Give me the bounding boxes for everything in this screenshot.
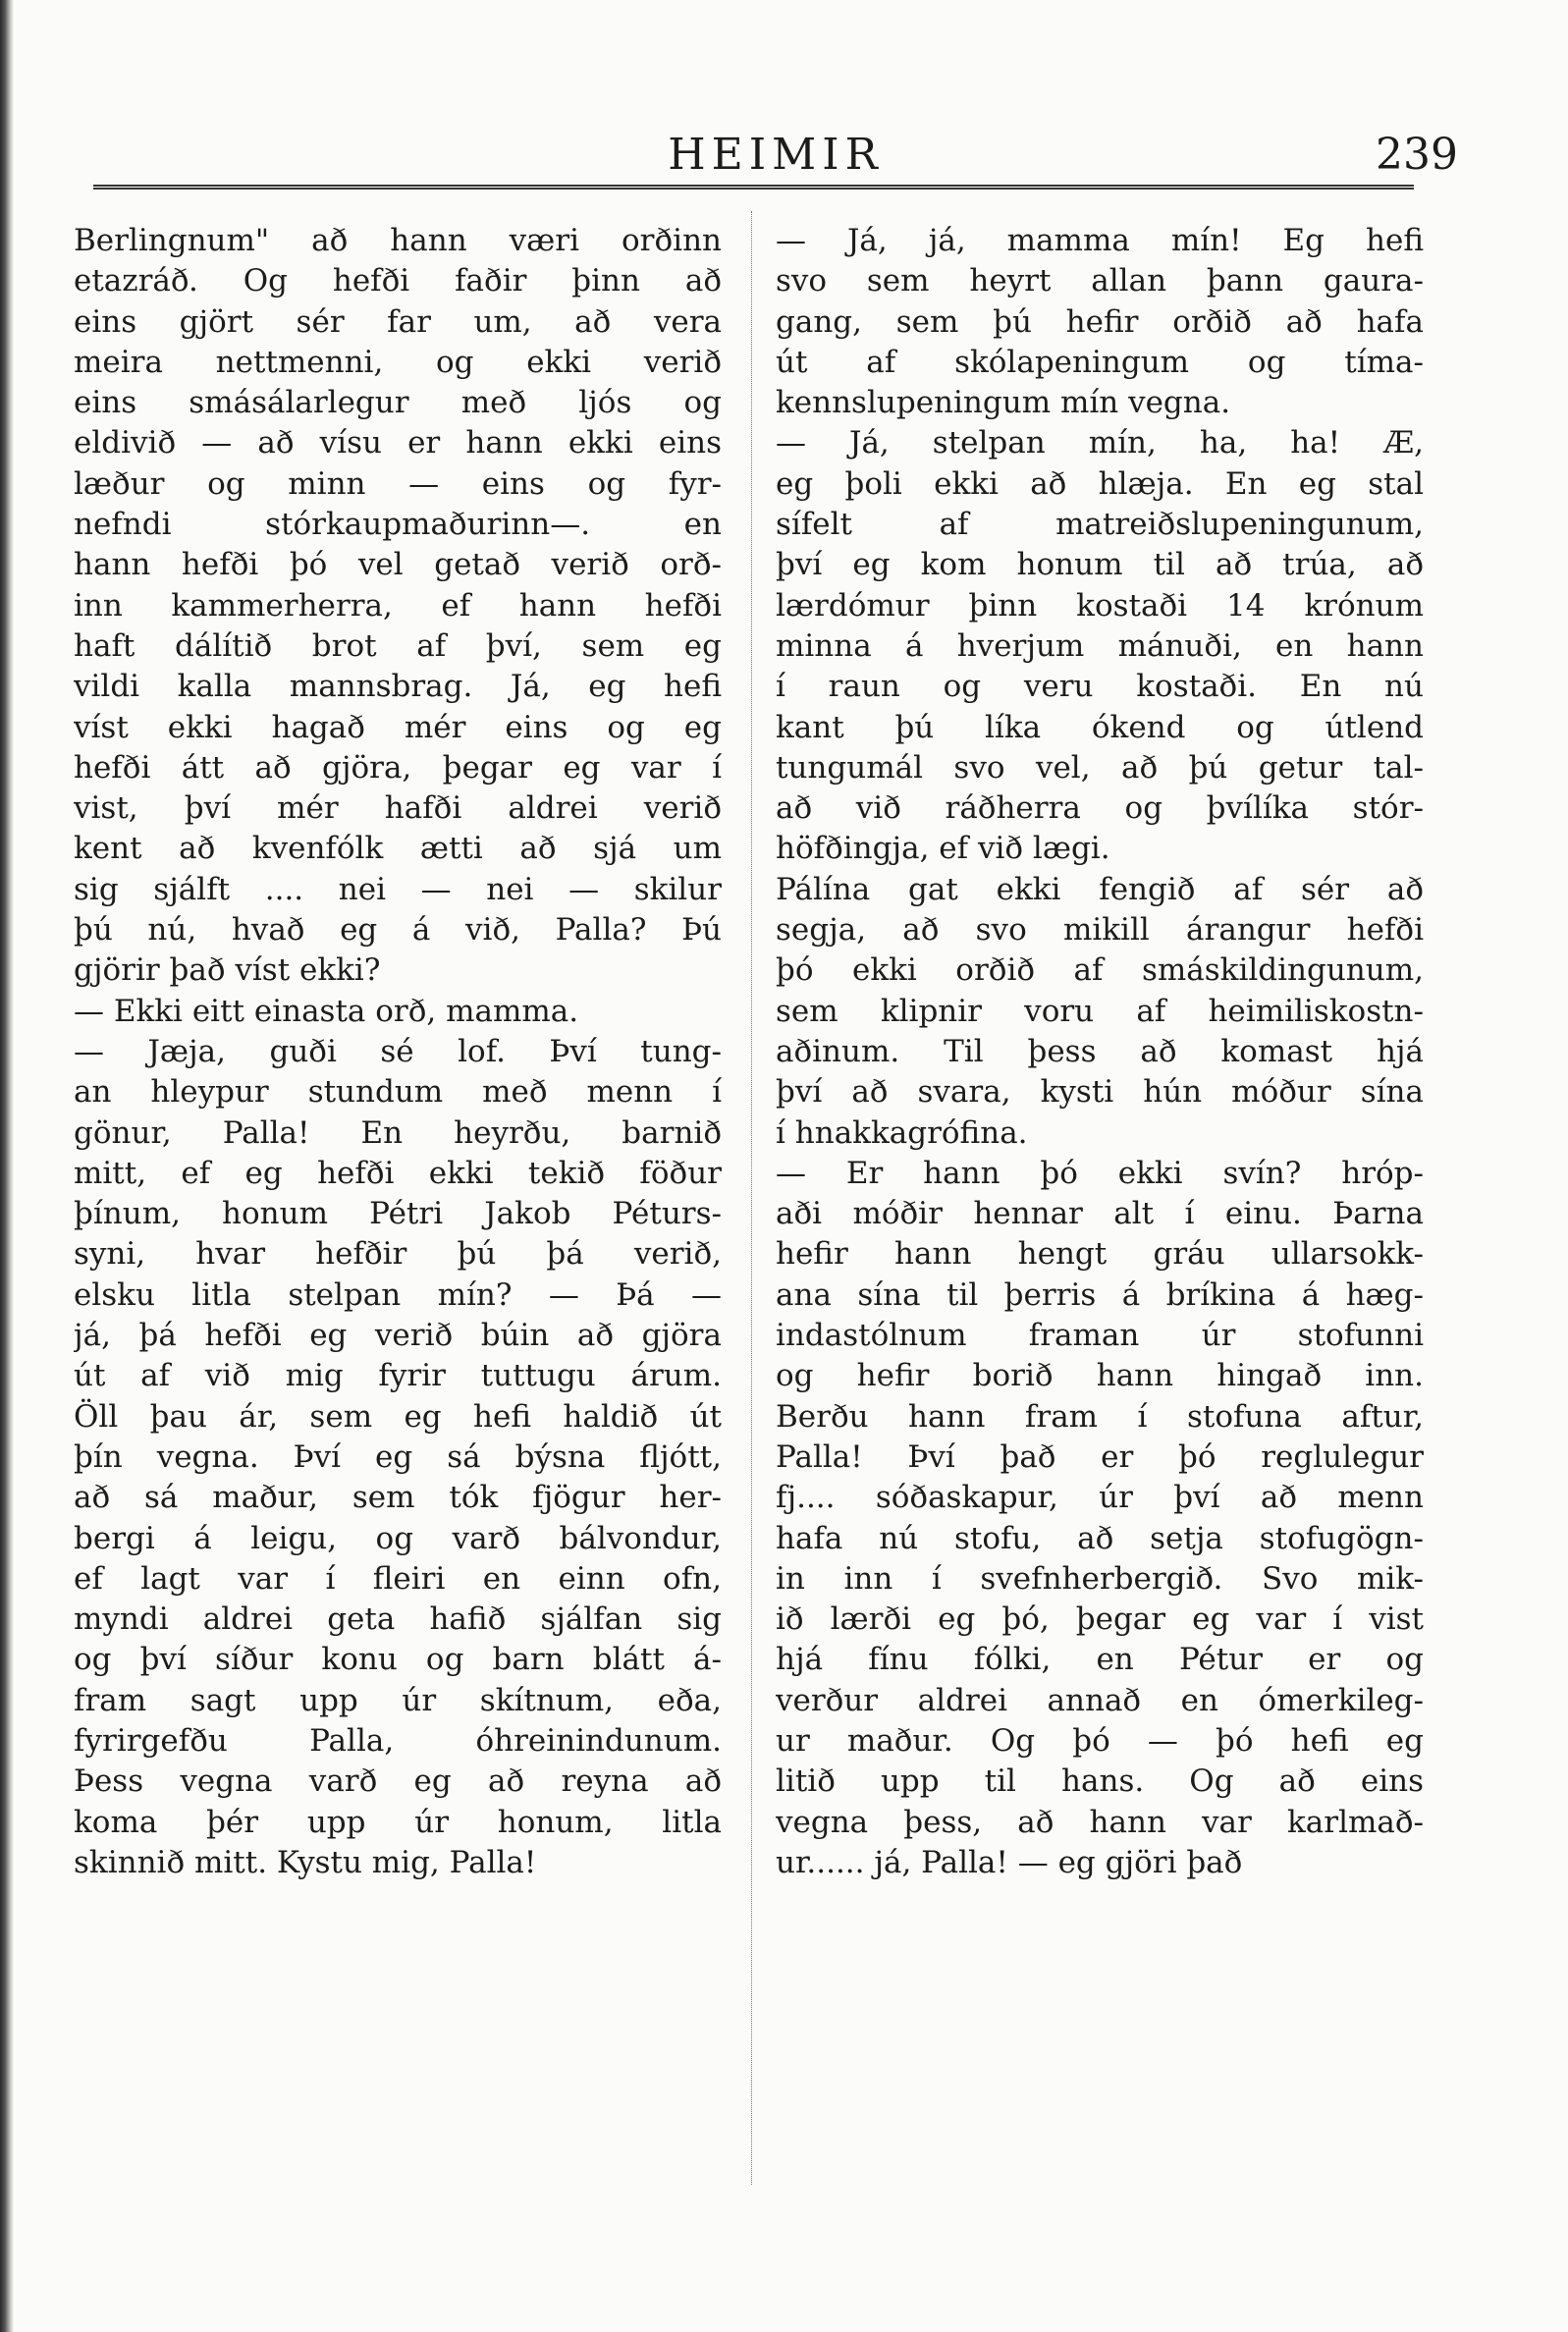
text-line: eldivið — að vísu er hann ekki eins <box>74 425 722 461</box>
text-line: fram sagt upp úr skítnum, eða, <box>74 1682 722 1718</box>
text-line: meira nettmenni, og ekki verið <box>74 344 722 380</box>
text-line: hafa nú stofu, að setja stofugögn- <box>776 1520 1424 1556</box>
text-line: aði móðir hennar alt í einu. Þarna <box>776 1196 1424 1232</box>
text-line: því að svara, kysti hún móður sína <box>776 1074 1424 1111</box>
text-line: ið lærði eg þó, þegar eg var í vist <box>776 1601 1424 1638</box>
text-line: ana sína til þerris á bríkina á hæg- <box>776 1276 1424 1313</box>
text-line: fj.... sóðaskapur, úr því að menn <box>776 1480 1424 1516</box>
text-line: koma þér upp úr honum, litla <box>74 1804 722 1840</box>
text-line: etazráð. Og hefði faðir þinn að <box>74 263 722 299</box>
text-line: an hleypur stundum með menn í <box>74 1074 722 1111</box>
text-line: indastólnum framan úr stofunni <box>776 1318 1424 1354</box>
text-line: segja, að svo mikill árangur hefði <box>776 912 1424 949</box>
text-line: verður aldrei annað en ómerkileg- <box>776 1682 1424 1718</box>
text-line: eins smásálarlegur með ljós og <box>74 385 722 421</box>
text-line: og hefir borið hann hingað inn. <box>776 1358 1424 1394</box>
text-line: kent að kvenfólk ætti að sjá um <box>74 831 722 867</box>
text-line: Pálína gat ekki fengið af sér að <box>776 871 1424 907</box>
column-divider <box>751 211 752 2185</box>
text-line: kant þú líka ókend og útlend <box>776 709 1424 745</box>
text-line: aðinum. Til þess að komast hjá <box>776 1033 1424 1069</box>
text-line: lærdómur þinn kostaði 14 krónum <box>776 587 1424 624</box>
text-line: þó ekki orðið af smáskildingunum, <box>776 952 1424 989</box>
page-number: 239 <box>1376 130 1458 180</box>
text-line: litið upp til hans. Og að eins <box>776 1763 1424 1800</box>
text-line: vildi kalla mannsbrag. Já, eg hefi <box>74 669 722 705</box>
text-line: hjá fínu fólki, en Pétur er og <box>776 1642 1424 1678</box>
text-line: haft dálítið brot af því, sem eg <box>74 627 722 664</box>
text-line: — Já, já, mamma mín! Eg hefi <box>776 223 1424 258</box>
text-line: — Ekki eitt einasta orð, mamma. <box>74 993 579 1029</box>
text-line: út af skólapeningum og tíma- <box>776 344 1424 380</box>
text-line: að við ráðherra og þvílíka stór- <box>776 790 1424 827</box>
text-line: sífelt af matreiðslupeningunum, <box>776 507 1424 543</box>
text-line: in inn í svefnherbergið. Svo mik- <box>776 1560 1424 1597</box>
text-line: eg þoli ekki að hlæja. En eg stal <box>776 465 1424 502</box>
text-line: Berlingnum" að hann væri orðinn <box>74 223 722 258</box>
text-line: nefndi stórkaupmaðurinn—. en <box>74 507 722 543</box>
text-line: gönur, Palla! En heyrðu, barnið <box>74 1114 722 1151</box>
text-line: vist, því mér hafði aldrei verið <box>74 790 722 827</box>
text-line: hefir hann hengt gráu ullarsokk- <box>776 1236 1424 1273</box>
text-line: sig sjálft .... nei — nei — skilur <box>74 871 722 907</box>
text-line: tungumál svo vel, að þú getur tal- <box>776 749 1424 786</box>
text-line: í raun og veru kostaði. En nú <box>776 669 1424 705</box>
text-line: já, þá hefði eg verið búin að gjöra <box>74 1318 722 1354</box>
text-line: Þess vegna varð eg að reyna að <box>74 1763 722 1800</box>
text-line: Öll þau ár, sem eg hefi haldið út <box>74 1398 722 1435</box>
text-line: Palla! Því það er þó reglulegur <box>776 1438 1424 1475</box>
left-text-column <box>74 221 722 1883</box>
text-line: — Jæja, guði sé lof. Því tung- <box>74 1033 722 1069</box>
text-line: og því síður konu og barn blátt á- <box>74 1642 722 1678</box>
text-line: gang, sem þú hefir orðið að hafa <box>776 303 1424 340</box>
text-line: ur maður. Og þó — þó hefi eg <box>776 1722 1424 1759</box>
text-line: — Já, stelpan mín, ha, ha! Æ, <box>776 425 1424 461</box>
text-line: því eg kom honum til að trúa, að <box>776 547 1424 583</box>
running-title: HEIMIR <box>668 130 884 180</box>
text-line: mitt, ef eg hefði ekki tekið föður <box>74 1155 722 1191</box>
text-line: Berðu hann fram í stofuna aftur, <box>776 1398 1424 1435</box>
text-line: syni, hvar hefðir þú þá verið, <box>74 1236 722 1273</box>
text-line: svo sem heyrt allan þann gaura- <box>776 263 1424 299</box>
right-text-column <box>776 221 1424 1883</box>
text-line: eins gjört sér far um, að vera <box>74 303 722 340</box>
header-rule <box>93 185 1414 190</box>
text-line: ef lagt var í fleiri en einn ofn, <box>74 1560 722 1597</box>
text-line: fyrirgefðu Palla, óhreinindunum. <box>74 1722 722 1759</box>
text-line: þú nú, hvað eg á við, Palla? Þú <box>74 912 722 949</box>
text-line: inn kammerherra, ef hann hefði <box>74 587 722 624</box>
text-line: elsku litla stelpan mín? — Þá — <box>74 1276 722 1313</box>
text-line: þín vegna. Því eg sá býsna fljótt, <box>74 1438 722 1475</box>
text-line: myndi aldrei geta hafið sjálfan sig <box>74 1601 722 1638</box>
text-line: víst ekki hagað mér eins og eg <box>74 709 722 745</box>
text-line: — Er hann þó ekki svín? hróp- <box>776 1155 1424 1191</box>
text-line: ur...... já, Palla! — eg gjöri það <box>776 1844 1243 1880</box>
text-line: bergi á leigu, og varð bálvondur, <box>74 1520 722 1556</box>
text-line: þínum, honum Pétri Jakob Péturs- <box>74 1196 722 1232</box>
book-spine-shadow <box>0 0 14 2332</box>
text-line: skinnið mitt. Kystu mig, Palla! <box>74 1844 537 1880</box>
text-line: að sá maður, sem tók fjögur her- <box>74 1480 722 1516</box>
text-line: vegna þess, að hann var karlmað- <box>776 1804 1424 1840</box>
text-line: í hnakkagrófina. <box>776 1114 1028 1151</box>
text-line: út af við mig fyrir tuttugu árum. <box>74 1358 722 1394</box>
text-line: sem klipnir voru af heimiliskostn- <box>776 993 1424 1029</box>
text-line: hann hefði þó vel getað verið orð- <box>74 547 722 583</box>
text-line: hefði átt að gjöra, þegar eg var í <box>74 749 722 786</box>
text-line: höfðingja, ef við lægi. <box>776 831 1110 867</box>
text-line: kennslupeningum mín vegna. <box>776 385 1231 421</box>
text-line: gjörir það víst ekki? <box>74 952 381 989</box>
text-line: læður og minn — eins og fyr- <box>74 465 722 502</box>
text-line: minna á hverjum mánuði, en hann <box>776 627 1424 664</box>
